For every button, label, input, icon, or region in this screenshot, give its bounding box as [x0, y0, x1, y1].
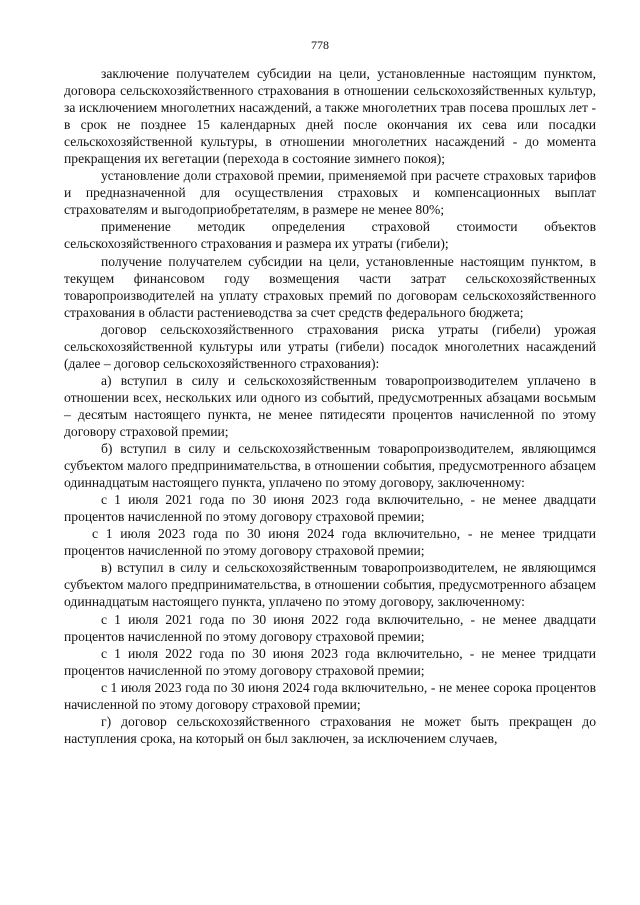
paragraph-conclusion-of-contract: заключение получателем субсидии на цели, установленные настоящим пунктом, договора сельскохозяйственного страхования в отношении сельскохозяйственных культур, за исключением многолетних насаждений, а также многолетних трав посева прошлых лет - в срок не позднее 15 календарных дней после окончания их сева или посадки сельскохозяйственной культуры, в отношении многолетних насаждений - до момента прекращения их вегетации (перехода в состояние зимнего покоя);	[64, 66, 596, 167]
paragraph-item-b: б) вступил в силу и сельскохозяйственным товаропроизводителем, являющимся субъектом малого предпринимательства, в отношении события, предусмотренного абзацем одиннадцатым настоящего пункта, уплачено по этому договору, заключенному:	[64, 441, 596, 491]
paragraph-federal-reimbursement: получение получателем субсидии на цели, установленные настоящим пунктом, в текущем финансовом году возмещения части затрат сельскохозяйственных товаропроизводителей на уплату страховых премий по договорам сельскохозяйственного страхования в области растениеводства за счет средств федерального бюджета;	[64, 253, 596, 320]
paragraph-b-period-1: с 1 июля 2021 года по 30 июня 2023 года включительно, - не менее двадцати процентов начисленной по этому договору страховой премии;	[64, 492, 596, 525]
paragraph-item-v: в) вступил в силу и сельскохозяйственным товаропроизводителем, не являющимся субъектом малого предпринимательства, в отношении события, предусмотренного абзацем одиннадцатым настоящего пункта, уплачено по этому договору, заключенному:	[64, 560, 596, 610]
paragraph-insurance-contract: договор сельскохозяйственного страхования риска утраты (гибели) урожая сельскохозяйственной культуры или утраты (гибели) посадок многолетних насаждений (далее – договор сельскохозяйственного страхования):	[64, 321, 596, 371]
paragraph-v-period-2: с 1 июля 2022 года по 30 июня 2023 года включительно, - не менее тридцати процентов начисленной по этому договору страховой премии;	[64, 645, 596, 678]
page-number: 778	[311, 38, 329, 52]
paragraph-v-period-1: с 1 июля 2021 года по 30 июня 2022 года включительно, - не менее двадцати процентов начисленной по этому договору страховой премии;	[64, 611, 596, 644]
document-body	[64, 65, 596, 747]
paragraph-valuation-methods: применение методик определения страховой стоимости объектов сельскохозяйственного страхования и размера их утраты (гибели);	[64, 219, 596, 252]
paragraph-item-g: г) договор сельскохозяйственного страхования не может быть прекращен до наступления срока, на который он был заключен, за исключением случаев,	[64, 713, 596, 746]
paragraph-v-period-3: с 1 июля 2023 года по 30 июня 2024 года включительно, - не менее сорока процентов начисленной по этому договору страховой премии;	[64, 679, 596, 712]
paragraph-item-a: а) вступил в силу и сельскохозяйственным товаропроизводителем уплачено в отношении всех, нескольких или одного из событий, предусмотренных абзацами восьмым – десятым настоящего пункта, не менее пятидесяти процентов начисленной по этому договору страховой премии;	[64, 372, 596, 439]
paragraph-premium-share: установление доли страховой премии, применяемой при расчете страховых тарифов и предназначенной для осуществления страховых и компенсационных выплат страхователям и выгодоприобретателям, в размере не менее 80%;	[64, 168, 596, 218]
paragraph-b-period-2: с 1 июля 2023 года по 30 июня 2024 года включительно, - не менее тридцати процентов начисленной по этому договору страховой премии;	[64, 526, 596, 559]
